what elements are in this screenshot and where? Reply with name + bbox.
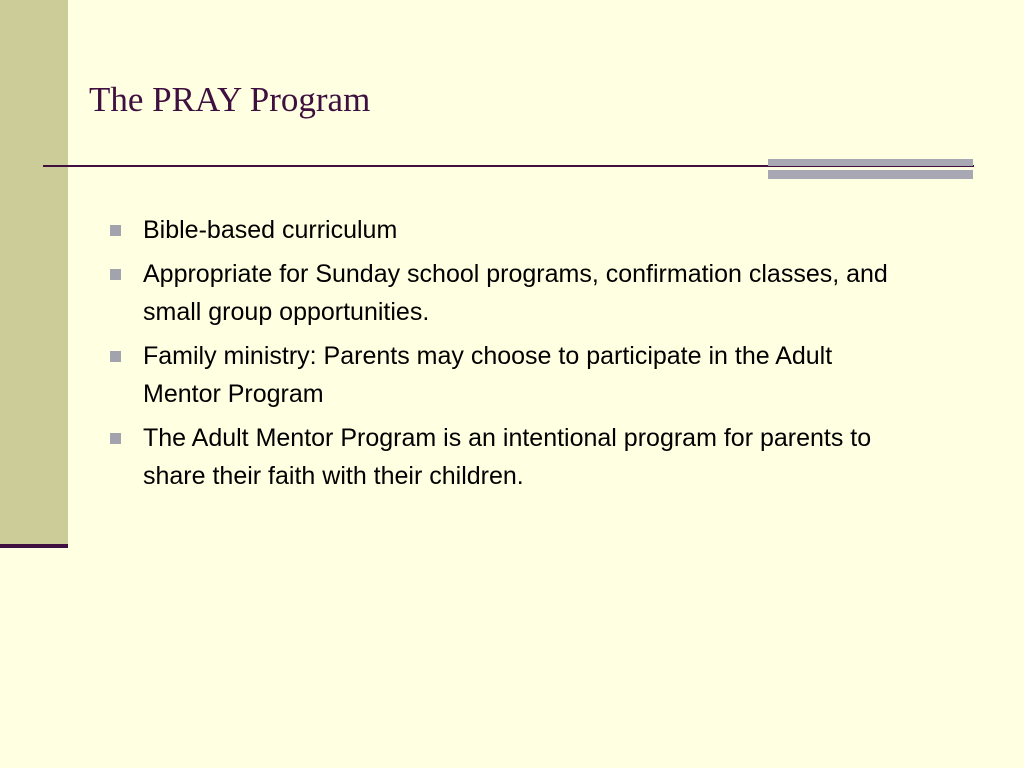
left-band-rule — [0, 544, 68, 548]
bullet-list — [105, 211, 905, 501]
bullet-text: Family ministry: Parents may choose to participate in the Adult Mentor Program — [143, 342, 833, 408]
square-bullet-icon — [110, 351, 121, 362]
bullet-item — [105, 337, 905, 413]
accent-bar-upper — [768, 159, 973, 166]
square-bullet-icon — [110, 433, 121, 444]
square-bullet-icon — [110, 225, 121, 236]
square-bullet-icon — [110, 269, 121, 280]
bullet-text: The Adult Mentor Program is an intentional program for parents to share their faith with their children. — [143, 424, 872, 490]
slide-title: The PRAY Program — [89, 80, 371, 119]
bullet-text: Bible-based curriculum — [143, 216, 398, 244]
bullet-item — [105, 211, 905, 249]
bullet-item — [105, 419, 905, 495]
accent-bar-lower — [768, 170, 973, 179]
left-decorative-band — [0, 0, 68, 548]
bullet-item — [105, 255, 905, 331]
bullet-text: Appropriate for Sunday school programs, confirmation classes, and small group opportunities. — [143, 260, 888, 326]
